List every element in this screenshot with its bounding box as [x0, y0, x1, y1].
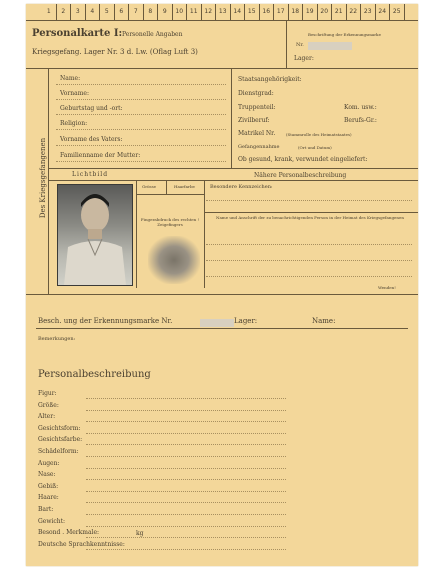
number-cell: 20 [318, 4, 333, 20]
personal-heading: Personalbeschreibung [38, 369, 151, 380]
truppenteil-field: Truppenteil: [238, 104, 276, 111]
left-field-line [56, 129, 226, 130]
personal-field-line [86, 421, 286, 422]
card-subtitle: Personelle Angaben [122, 31, 183, 38]
personal-field-line [86, 444, 286, 445]
personal-field-line [86, 491, 286, 492]
groesse-divider [166, 180, 167, 194]
fields-bottom-line [48, 168, 418, 169]
personal-field-line [86, 549, 286, 550]
personal-field-label: Figur: [38, 390, 57, 397]
number-cell: 24 [376, 4, 391, 20]
angehoerige-line-1 [206, 244, 412, 245]
kennzeichen-label: Besondere Kennzeichen: [210, 184, 273, 190]
kom-field: Kom. usw.: [344, 104, 377, 111]
personal-field-line [86, 398, 286, 399]
prisoner-photo [57, 184, 133, 286]
personal-field-label: Größe: [38, 401, 59, 409]
personal-field-label: Gewicht: [38, 517, 66, 525]
personal-field-line [86, 526, 286, 527]
left-field-line [56, 161, 226, 162]
personal-field-label: Alter: [38, 413, 56, 421]
number-cell: 8 [144, 4, 159, 20]
personal-field-line [86, 502, 286, 503]
left-field-label: Vorname: [60, 90, 89, 97]
left-field-line [56, 145, 226, 146]
personal-field-line [86, 479, 286, 480]
zivilberuf-field: Zivilberuf: [238, 117, 270, 124]
finger-divider [204, 180, 205, 288]
personal-field-line [86, 514, 286, 515]
personal-field-label: Deutsche Sprachkenntnisse: [38, 540, 125, 548]
top-section-bottom [26, 294, 418, 295]
groesse-label: Grösse [142, 184, 156, 189]
naehere-heading: Nähere Personalbeschreibung [254, 172, 347, 179]
left-field-label: Familienname der Mutter: [60, 152, 141, 159]
number-strip [26, 4, 418, 21]
left-field-line [56, 84, 226, 85]
number-cell: 19 [303, 4, 318, 20]
besch-lager: Lager: [234, 317, 258, 325]
number-cell: 5 [100, 4, 115, 20]
gesund-field: Ob gesund, krank, verwundet eingeliefert: [238, 156, 368, 163]
number-cell: 17 [274, 4, 289, 20]
personal-field-line [86, 456, 286, 457]
besch-name: Name: [312, 317, 336, 325]
side-divider [48, 68, 49, 294]
lager-label: Lager: [294, 55, 314, 62]
personal-field-line [86, 433, 286, 434]
besch-line [36, 328, 408, 329]
nr-label: Nr. [296, 42, 304, 48]
personal-field-label: Gesichtsform: [38, 424, 81, 432]
left-field-line [56, 114, 226, 115]
gefangen-note: (Ort und Datum) [298, 145, 332, 150]
personal-field-line [86, 468, 286, 469]
middle-divider [231, 68, 232, 168]
angehoerige-label: Name und Anschrift der zu benachrichtigenden Person in der Heimat des Kriegsgefangenen [216, 215, 404, 220]
left-field-line [56, 99, 226, 100]
angehoerige-top-line [204, 212, 418, 213]
besch-label: Besch. ung der Erkennungsmarke Nr. [38, 317, 173, 325]
number-cell: 13 [216, 4, 231, 20]
personal-field-label: Schädelform: [38, 448, 79, 455]
number-cell: 7 [129, 4, 144, 20]
redaction-mark-2 [200, 319, 234, 327]
number-cell: 11 [187, 4, 202, 20]
lichtbild-line [48, 180, 418, 181]
number-cell: 23 [361, 4, 376, 20]
portrait-image [58, 185, 132, 285]
fingerprint-image [148, 236, 200, 284]
angehoerige-line-3 [206, 276, 412, 277]
personal-field-line [86, 537, 286, 538]
number-cell: 22 [347, 4, 362, 20]
personal-field-label: Nase: [38, 471, 56, 479]
number-cell: 15 [245, 4, 260, 20]
header-bottom-line [26, 68, 418, 69]
left-field-label: Name: [60, 75, 81, 82]
number-cell: 12 [202, 4, 217, 20]
number-cell: 6 [115, 4, 130, 20]
personalkarte [26, 4, 418, 566]
kennzeichen-line [206, 200, 412, 201]
redaction-mark [308, 42, 352, 50]
personal-field-line [86, 410, 286, 411]
number-cell: 21 [332, 4, 347, 20]
angehoerige-line-2 [206, 260, 412, 261]
number-cell: 18 [289, 4, 304, 20]
berufs-field: Berufs-Gr.: [344, 117, 377, 124]
number-cell: 14 [231, 4, 246, 20]
fingerprint-label: Fingerabdruck des rechten ! Zeigefingers [140, 217, 200, 227]
tag-description: Beschriftung der Erkennungsmarke [308, 32, 381, 37]
photo-divider [136, 180, 137, 288]
card-title: Personalkarte I: [32, 28, 123, 39]
side-label: Des Kriegsgefangenen [39, 137, 47, 219]
bemerkungen-label: Bemerkungen: [38, 336, 76, 342]
personal-field-label: Besond . Merkmale: [38, 529, 100, 537]
kg-unit: kg [136, 530, 144, 537]
camp-line: Kriegsgefang. Lager Nr. 3 d. Lw. (Oflag Luft 3) [32, 48, 198, 56]
left-field-label: Religion: [60, 120, 88, 127]
gefangen-field: Gefangennahme [238, 144, 280, 150]
left-field-label: Vorname des Vaters: [60, 136, 123, 143]
wenden-note: Wenden! [378, 285, 396, 290]
number-cell: 25 [390, 4, 405, 20]
personal-field-label: Gebiß: [38, 482, 59, 490]
number-cell: 4 [86, 4, 101, 20]
groesse-line [136, 194, 204, 195]
number-cell: 9 [158, 4, 173, 20]
number-cell: 1 [42, 4, 57, 20]
number-cell: 16 [260, 4, 275, 20]
staat-field: Staatsangehörigkeit: [238, 76, 302, 83]
haarfarbe-label: Haarfarbe [174, 184, 195, 189]
matrikel-note: (Stammrolle des Heimatstaates) [286, 132, 352, 137]
left-field-label: Geburtstag und -ort: [60, 105, 123, 112]
number-cell: 10 [173, 4, 188, 20]
lichtbild-label: Lichtbild [72, 171, 109, 178]
personal-field-label: Gesichtsfarbe: [38, 436, 83, 444]
number-cell: 2 [57, 4, 72, 20]
number-cell: 3 [71, 4, 86, 20]
personal-field-label: Haare: [38, 494, 59, 502]
personal-field-label: Augen: [38, 459, 60, 467]
personal-field-label: Bart: [38, 506, 54, 513]
matrikel-field: Matrikel Nr. [238, 130, 276, 137]
header-divider [286, 20, 287, 68]
dienstgrad-field: Dienstgrad: [238, 90, 274, 97]
